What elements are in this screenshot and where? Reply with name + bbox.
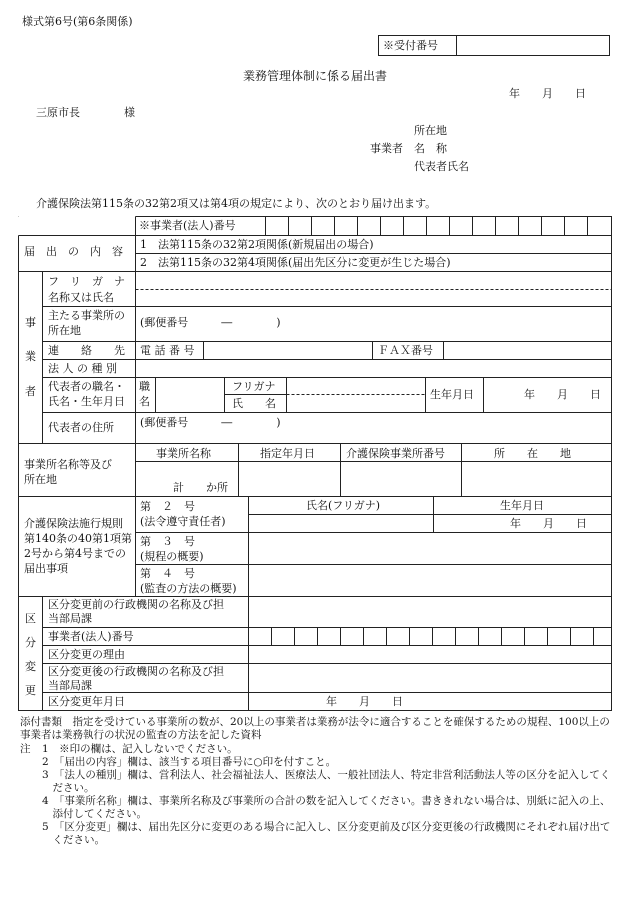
change-date-label: 区分変更年月日 — [48, 695, 125, 708]
note-item: 1 ※印の欄は、記入しないでください。 — [42, 743, 238, 755]
document-title: 業務管理体制に係る届出書 — [242, 69, 387, 83]
note-item: 5 「区分変更」欄は、届出先区分に変更のある場合に記入し、区分変更前及び区分変更後の行政機関にそれぞれ届け出てください。 — [42, 821, 611, 846]
applicant-label-3: 者 — [25, 385, 36, 398]
compliance-officer-name-header: 氏名(フリガナ) — [306, 499, 381, 512]
representative-postal[interactable]: (郵便番号 ― ) — [140, 416, 281, 429]
main-office-label-2: 所在地 — [48, 324, 81, 337]
addressee: 三原市長 様 — [36, 106, 135, 119]
birthdate-value[interactable]: 年 月 日 — [524, 388, 601, 401]
note-item: 4 「事業所名称」欄は、事業所名称及び事業所の合計の数を記入してください。書ききれない場合は、別紙に記入の上、添付してください。 — [42, 795, 611, 820]
main-office-postal[interactable]: (郵便番号 ― ) — [140, 316, 281, 329]
birthdate-label: 生年月日 — [430, 388, 474, 401]
change-before-label-2: 当部局課 — [48, 612, 92, 625]
care-office-number-header: 介護保険事業所番号 — [346, 447, 445, 460]
rules-label-1: 介護保険法施行規則 — [24, 517, 123, 530]
applicant-label-1: 事 — [25, 316, 36, 329]
main-office-label-1: 主たる事業所の — [48, 309, 125, 322]
office-list-label-2: 所在地 — [24, 473, 57, 486]
office-total[interactable]: 計 か所 — [173, 481, 228, 494]
change-label-1: 区 — [25, 612, 36, 625]
rep-furigana-label: フリガナ — [232, 380, 276, 393]
intro-statement: 介護保険法第115条の32第2項又は第4項の規定により、次のとおり届け出ます。 — [36, 197, 437, 210]
office-name-header: 事業所名称 — [156, 447, 211, 460]
designation-date-header: 指定年月日 — [260, 447, 315, 460]
contact-label: 連 絡 先 — [48, 344, 125, 357]
change-after-label-1: 区分変更後の行政機関の名称及び担 — [48, 665, 224, 678]
corporation-type-label: 法 人 の 種 別 — [48, 362, 117, 375]
notes-section — [20, 743, 616, 847]
phone-label: 電 話 番 号 — [140, 344, 195, 357]
rules-label-3: 2号から第4号までの — [24, 547, 126, 560]
office-list-label-1: 事業所名称等及び — [24, 458, 112, 471]
change-reason-label: 区分変更の理由 — [48, 648, 125, 661]
change-label-3: 変 — [25, 660, 36, 673]
attachments-label: 添付書類 — [20, 716, 62, 728]
representative-title-label-1: 代表者の職名・ — [48, 380, 125, 393]
item3-label: 第 ３ 号 — [140, 535, 195, 548]
note-item: 2 「届出の内容」欄は、該当する項目番号に○印を付すこと。 — [42, 756, 337, 768]
representative-address-label: 代表者の住所 — [48, 421, 114, 434]
change-label-2: 分 — [25, 636, 36, 649]
attachments-text: 指定を受けている事業所の数が、20以上の事業者は業務が法令に適合することを確保するための規程、100以上の事業者は業務執行の状況の監査の方法を記した資料 — [20, 716, 610, 741]
item3-sublabel: (規程の概要) — [140, 550, 204, 563]
rules-label-2: 第140条の40第1項第 — [24, 532, 132, 545]
change-business-number-label: 事業者(法人)番号 — [48, 630, 134, 643]
rules-label-4: 届出事項 — [24, 562, 68, 575]
representative-name-label: 代表者氏名 — [414, 160, 469, 173]
change-date-value[interactable]: 年 月 日 — [326, 695, 403, 708]
location-header: 所 在 地 — [494, 447, 571, 460]
submission-date[interactable]: 年 月 日 — [509, 87, 586, 100]
business-name-label: 事業者 名 称 — [370, 142, 447, 155]
address-label: 所在地 — [414, 124, 447, 137]
form-number: 様式第6号(第6条関係) — [22, 15, 133, 28]
note-item: 3 「法人の種別」欄は、営利法人、社会福祉法人、医療法人、一般社団法人、特定非営利活動法人等の区分を記入してください。 — [42, 769, 611, 794]
job-title-label-1: 職 — [139, 380, 150, 393]
notification-option-1[interactable]: 1 法第115条の32第2項関係(新規届出の場合) — [140, 238, 374, 251]
change-label-4: 更 — [25, 684, 36, 697]
item2-label: 第 ２ 号 — [140, 500, 195, 513]
representative-title-label-2: 氏名・生年月日 — [48, 395, 125, 408]
item2-sublabel: (法令遵守責任者) — [140, 515, 226, 528]
notification-content-label: 届 出 の 内 容 — [24, 245, 123, 258]
applicant-label-2: 業 — [25, 350, 36, 363]
compliance-officer-birth-header: 生年月日 — [500, 499, 544, 512]
change-before-label-1: 区分変更前の行政機関の名称及び担 — [48, 598, 224, 611]
notification-option-2[interactable]: 2 法第115条の32第4項関係(届出先区分に変更が生じた場合) — [140, 256, 451, 269]
attachments-section — [20, 716, 616, 742]
job-title-label-2: 名 — [139, 395, 150, 408]
name-label: 名称又は氏名 — [48, 291, 114, 304]
notes-label: 注 — [20, 743, 31, 755]
item4-label: 第 ４ 号 — [140, 567, 195, 580]
compliance-officer-birth-value[interactable]: 年 月 日 — [510, 517, 587, 530]
fax-label: ＦＡＸ番号 — [378, 344, 433, 357]
rep-name-label: 氏 名 — [232, 397, 276, 410]
change-after-label-2: 当部局課 — [48, 679, 92, 692]
item4-sublabel: (監査の方法の概要) — [140, 582, 237, 595]
business-number-label: ※事業者(法人)番号 — [139, 219, 236, 232]
receipt-number-label: ※受付番号 — [379, 36, 457, 55]
furigana-label: フ リ ガ ナ — [48, 275, 125, 288]
